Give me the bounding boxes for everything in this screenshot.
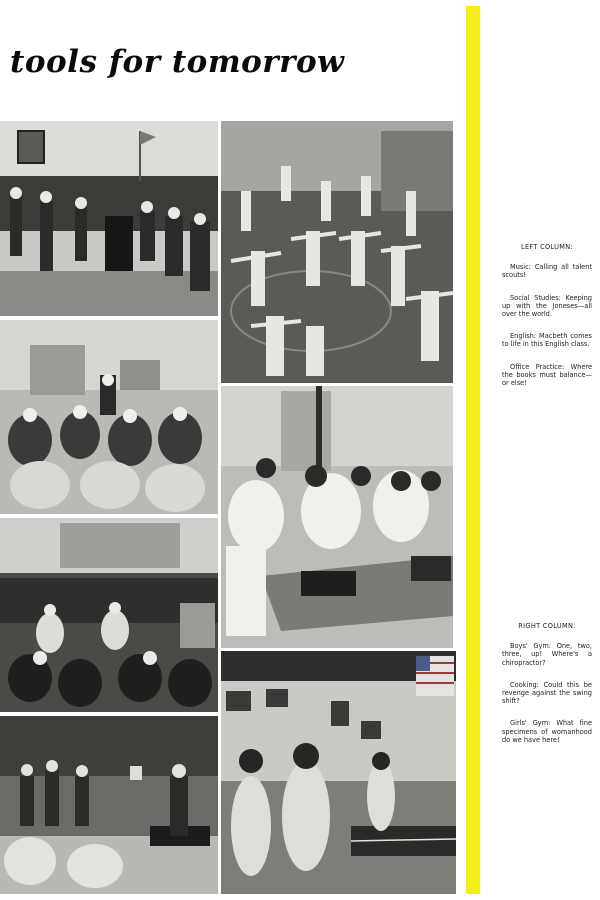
office-practice-photo	[0, 716, 218, 894]
caption-social-studies: Social Studies: Keeping up with the Joneses—all over the world.	[502, 293, 592, 319]
caption-girls-gym: Girls' Gym: What fine specimens of womanhood do we have here!	[502, 719, 592, 744]
music-photo	[0, 121, 218, 316]
right-column-heading: RIGHT COLUMN:	[518, 622, 576, 630]
caption-office-practice: Office Practice: Where the books must balance—or else!	[502, 362, 592, 388]
yellow-accent-bar	[466, 6, 480, 894]
left-column-captions	[502, 243, 592, 401]
caption-boys-gym: Boys' Gym: One, two, three, up! Where's a chiropractor?	[502, 642, 592, 667]
caption-cooking: Cooking: Could this be revenge against the swing shift?	[502, 680, 592, 706]
right-column-captions	[502, 622, 592, 758]
page-title: tools for tomorrow	[10, 44, 345, 80]
english-photo	[0, 518, 218, 712]
girls-gym-photo	[221, 651, 456, 894]
caption-music: Music: Calling all talent scouts!	[502, 263, 592, 280]
left-column-heading: LEFT COLUMN:	[520, 243, 574, 251]
caption-english: English: Macbeth comes to life in this English class.	[502, 332, 592, 349]
cooking-photo	[221, 386, 453, 648]
boys-gym-photo	[221, 121, 453, 383]
social-studies-photo	[0, 320, 218, 514]
